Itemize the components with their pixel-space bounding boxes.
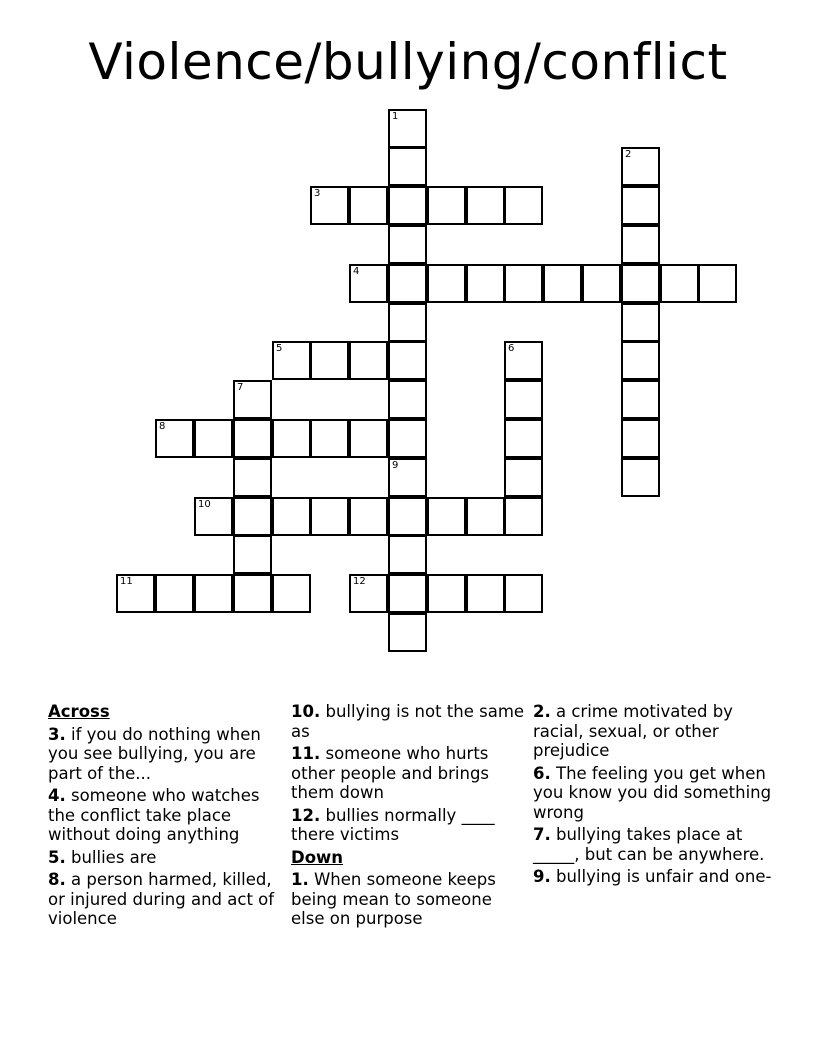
grid-cell[interactable] bbox=[621, 303, 660, 342]
grid-cell[interactable] bbox=[388, 574, 427, 613]
clue-text: bullies normally ____ there victims bbox=[291, 805, 495, 844]
grid-cell[interactable] bbox=[621, 380, 660, 419]
grid-cell[interactable] bbox=[194, 497, 233, 536]
grid-cell[interactable] bbox=[349, 264, 388, 303]
clue-across-10 bbox=[291, 702, 527, 741]
grid-cell[interactable] bbox=[272, 419, 311, 458]
clue-across-11 bbox=[291, 744, 527, 803]
clue-across-12 bbox=[291, 806, 527, 845]
grid-cell[interactable] bbox=[349, 419, 388, 458]
cell-number: 9 bbox=[392, 460, 399, 471]
grid-cell[interactable] bbox=[427, 264, 466, 303]
clue-text: bullying is unfair and one- bbox=[550, 867, 772, 886]
grid-cell[interactable] bbox=[349, 574, 388, 613]
clue-number: 8. bbox=[48, 870, 66, 889]
grid-cell[interactable] bbox=[504, 380, 543, 419]
grid-cell[interactable] bbox=[388, 303, 427, 342]
page-title: Violence/bullying/conflict bbox=[88, 33, 728, 91]
grid-cell[interactable] bbox=[466, 264, 505, 303]
clue-number: 4. bbox=[48, 786, 66, 805]
grid-cell[interactable] bbox=[233, 419, 272, 458]
clue-number: 5. bbox=[48, 847, 66, 867]
clue-text: bullies are bbox=[65, 847, 157, 867]
cell-number: 1 bbox=[392, 111, 399, 122]
grid-cell[interactable] bbox=[388, 419, 427, 458]
cell-number: 11 bbox=[120, 576, 133, 587]
grid-cell[interactable] bbox=[349, 186, 388, 225]
grid-cell[interactable] bbox=[388, 380, 427, 419]
grid-cell[interactable] bbox=[388, 497, 427, 536]
grid-cell[interactable] bbox=[310, 341, 349, 380]
grid-cell[interactable] bbox=[349, 497, 388, 536]
clue-column-3 bbox=[533, 702, 783, 890]
grid-cell[interactable] bbox=[698, 264, 737, 303]
clue-number: 3. bbox=[48, 724, 66, 744]
grid-cell[interactable] bbox=[427, 574, 466, 613]
cell-number: 6 bbox=[508, 343, 515, 354]
grid-cell[interactable] bbox=[621, 419, 660, 458]
cell-number: 4 bbox=[353, 266, 360, 277]
grid-cell[interactable] bbox=[272, 341, 311, 380]
clue-down-2 bbox=[533, 702, 783, 761]
clue-across-3 bbox=[48, 725, 284, 784]
grid-cell[interactable] bbox=[388, 613, 427, 652]
grid-cell[interactable] bbox=[194, 419, 233, 458]
clue-text: someone who watches the conflict take place without doing anything bbox=[48, 786, 260, 844]
cell-number: 8 bbox=[159, 421, 166, 432]
grid-cell[interactable] bbox=[233, 497, 272, 536]
grid-cell[interactable] bbox=[233, 458, 272, 497]
clue-text: bullying takes place at _____, but can be anywhere. bbox=[533, 825, 765, 864]
grid-cell[interactable] bbox=[310, 419, 349, 458]
grid-cell[interactable] bbox=[233, 380, 272, 419]
clue-across-5 bbox=[48, 848, 284, 868]
clue-text: if you do nothing when you see bullying, you are part of the... bbox=[48, 724, 261, 783]
clue-down-7 bbox=[533, 825, 783, 864]
cell-number: 3 bbox=[314, 188, 321, 199]
grid-cell[interactable] bbox=[543, 264, 582, 303]
grid-cell[interactable] bbox=[310, 497, 349, 536]
grid-cell[interactable] bbox=[310, 186, 349, 225]
grid-cell[interactable] bbox=[466, 574, 505, 613]
grid-cell[interactable] bbox=[466, 186, 505, 225]
grid-cell[interactable] bbox=[388, 535, 427, 574]
grid-cell[interactable] bbox=[621, 341, 660, 380]
grid-cell[interactable] bbox=[504, 497, 543, 536]
clue-number: 1. bbox=[291, 870, 309, 889]
cell-number: 7 bbox=[237, 382, 244, 393]
clue-text: a person harmed, killed, or injured during and act of violence bbox=[48, 870, 275, 928]
clue-number: 2. bbox=[533, 702, 551, 721]
grid-cell[interactable] bbox=[621, 458, 660, 497]
grid-cell[interactable] bbox=[388, 225, 427, 264]
grid-cell[interactable] bbox=[272, 574, 311, 613]
grid-cell[interactable] bbox=[233, 535, 272, 574]
grid-cell[interactable] bbox=[504, 458, 543, 497]
grid-cell[interactable] bbox=[194, 574, 233, 613]
clue-text: a crime motivated by racial, sexual, or other prejudice bbox=[533, 702, 733, 760]
grid-cell[interactable] bbox=[388, 458, 427, 497]
grid-cell[interactable] bbox=[466, 497, 505, 536]
down-heading: Down bbox=[291, 847, 344, 867]
clue-text: When someone keeps being mean to someone else on purpose bbox=[291, 870, 496, 928]
clue-text: bullying is not the same as bbox=[291, 702, 525, 741]
grid-cell[interactable] bbox=[272, 497, 311, 536]
cell-number: 12 bbox=[353, 576, 366, 587]
clue-number: 6. bbox=[533, 763, 551, 783]
clue-text: someone who hurts other people and brings them down bbox=[291, 744, 490, 802]
clue-number: 9. bbox=[533, 867, 551, 886]
clue-across-4 bbox=[48, 786, 284, 845]
clue-down-1 bbox=[291, 870, 527, 929]
clue-column-2 bbox=[291, 702, 527, 932]
grid-cell[interactable] bbox=[388, 186, 427, 225]
clue-number: 10. bbox=[291, 702, 321, 721]
grid-cell[interactable] bbox=[621, 264, 660, 303]
grid-cell[interactable] bbox=[427, 497, 466, 536]
grid-cell[interactable] bbox=[621, 225, 660, 264]
grid-cell[interactable] bbox=[621, 186, 660, 225]
clue-across-8 bbox=[48, 870, 284, 929]
clue-down-6 bbox=[533, 764, 783, 823]
grid-cell[interactable] bbox=[116, 574, 155, 613]
cell-number: 10 bbox=[198, 499, 211, 510]
grid-cell[interactable] bbox=[427, 186, 466, 225]
grid-cell[interactable] bbox=[388, 109, 427, 148]
grid-cell[interactable] bbox=[233, 574, 272, 613]
clue-text: The feeling you get when you know you did something wrong bbox=[533, 763, 772, 822]
cell-number: 5 bbox=[276, 343, 283, 354]
clue-number: 12. bbox=[291, 805, 321, 825]
grid-cell[interactable] bbox=[504, 419, 543, 458]
grid-cell[interactable] bbox=[349, 341, 388, 380]
grid-cell[interactable] bbox=[504, 341, 543, 380]
grid-cell[interactable] bbox=[504, 574, 543, 613]
grid-cell[interactable] bbox=[155, 574, 194, 613]
grid-cell[interactable] bbox=[388, 341, 427, 380]
grid-cell[interactable] bbox=[621, 147, 660, 186]
grid-cell[interactable] bbox=[388, 264, 427, 303]
clue-down-9 bbox=[533, 867, 783, 887]
cell-number: 2 bbox=[625, 149, 632, 160]
grid-cell[interactable] bbox=[388, 147, 427, 186]
grid-cell[interactable] bbox=[504, 264, 543, 303]
grid-cell[interactable] bbox=[660, 264, 699, 303]
grid-cell[interactable] bbox=[504, 186, 543, 225]
grid-cell[interactable] bbox=[155, 419, 194, 458]
clue-column-1 bbox=[48, 702, 284, 932]
clue-number: 11. bbox=[291, 744, 321, 763]
across-heading: Across bbox=[48, 702, 110, 721]
grid-cell[interactable] bbox=[582, 264, 621, 303]
clue-number: 7. bbox=[533, 825, 551, 844]
